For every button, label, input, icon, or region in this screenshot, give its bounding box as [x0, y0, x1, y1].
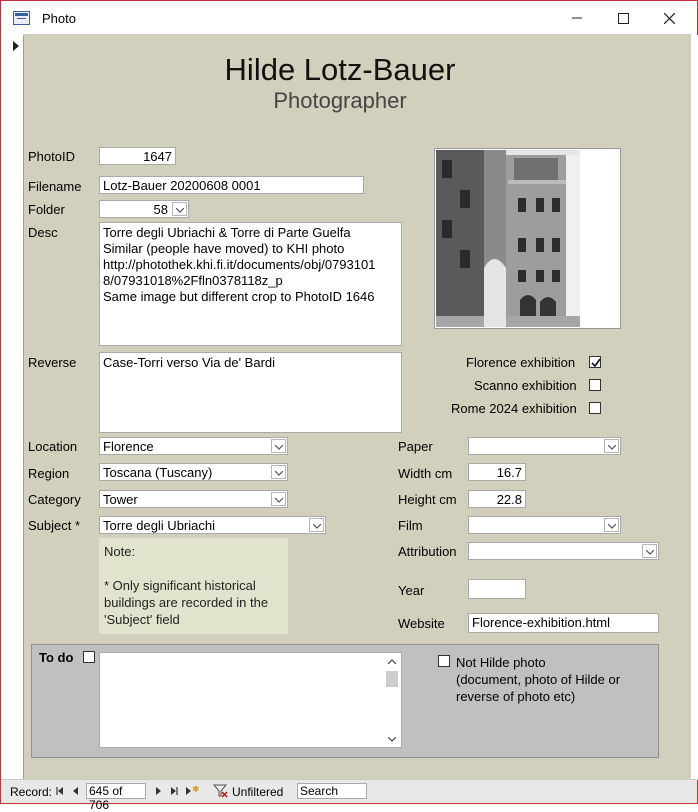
- scanno-exhibition-label: Scanno exhibition: [474, 378, 577, 393]
- not-hilde-line: (document, photo of Hilde or: [456, 672, 621, 687]
- category-label: Category: [28, 492, 81, 507]
- florence-exhibition-label: Florence exhibition: [466, 355, 576, 370]
- next-record-icon: [151, 784, 165, 798]
- region-combo[interactable]: [99, 463, 288, 481]
- filter-status[interactable]: Unfiltered: [232, 785, 284, 799]
- folder-dropdown-button[interactable]: [172, 202, 187, 216]
- not-hilde-line: reverse of photo etc): [456, 689, 576, 704]
- height-label: Height cm: [398, 492, 457, 507]
- current-record-field[interactable]: 645 of 706: [86, 783, 146, 799]
- location-combo[interactable]: [99, 437, 288, 455]
- paper-label: Paper: [398, 439, 433, 454]
- next-record-button[interactable]: [151, 784, 165, 798]
- note-title: Note:: [104, 544, 136, 559]
- note-line: 'Subject' field: [104, 612, 180, 627]
- photo-frame: [434, 148, 621, 329]
- form-edge: [692, 35, 698, 780]
- region-dropdown-button[interactable]: [271, 465, 286, 479]
- desc-line: 8/07931018%2Ffln0378118z_p: [103, 273, 283, 288]
- not-hilde-label: [456, 654, 620, 705]
- subject-combo[interactable]: [99, 516, 326, 534]
- reverse-label: Reverse: [28, 355, 77, 370]
- year-label: Year: [398, 583, 425, 598]
- new-record-button[interactable]: [183, 784, 197, 798]
- paper-dropdown-button[interactable]: [604, 439, 619, 453]
- website-field[interactable]: Florence-exhibition.html: [468, 613, 659, 633]
- desc-label: Desc: [28, 225, 58, 240]
- folder-value: 58: [153, 202, 168, 217]
- minimize-button[interactable]: [554, 1, 600, 35]
- record-label: Record:: [10, 785, 53, 799]
- photographer-subtitle: Photographer: [273, 88, 407, 113]
- photographer-name: Hilde Lotz-Bauer: [224, 52, 456, 87]
- film-combo[interactable]: [468, 516, 621, 534]
- category-dropdown-button[interactable]: [271, 492, 286, 506]
- checkmark-icon: [591, 358, 601, 368]
- subject-label: Subject *: [28, 518, 81, 533]
- close-button[interactable]: [646, 1, 692, 35]
- not-hilde-checkbox[interactable]: [438, 655, 450, 667]
- previous-record-icon: [69, 784, 83, 798]
- desc-line: http://photothek.khi.fi.it/documents/obj/0793101: [103, 257, 376, 272]
- rome-exhibition-checkbox[interactable]: [589, 402, 601, 414]
- window-title: Photo: [42, 11, 76, 26]
- reverse-memo[interactable]: [99, 352, 402, 433]
- desc-line: Torre degli Ubriachi & Torre di Parte Guelfa: [103, 225, 351, 240]
- location-value: Florence: [103, 439, 154, 454]
- new-record-icon: [183, 784, 199, 798]
- width-label: Width cm: [398, 466, 453, 481]
- film-label: Film: [398, 518, 423, 533]
- last-record-icon: [167, 784, 181, 798]
- folder-combo[interactable]: [99, 200, 189, 218]
- previous-record-button[interactable]: [69, 784, 83, 798]
- todo-memo[interactable]: [99, 652, 402, 748]
- todo-checkbox[interactable]: [83, 651, 95, 663]
- folder-label: Folder: [28, 202, 65, 217]
- note-line: buildings are recorded in the: [104, 595, 269, 610]
- location-dropdown-button[interactable]: [271, 439, 286, 453]
- film-dropdown-button[interactable]: [604, 518, 619, 532]
- maximize-button[interactable]: [600, 1, 646, 35]
- paper-combo[interactable]: [468, 437, 621, 455]
- current-record-icon: [13, 41, 19, 51]
- florence-exhibition-checkbox[interactable]: [589, 356, 601, 368]
- rome-exhibition-label: Rome 2024 exhibition: [451, 401, 577, 416]
- photoid-field[interactable]: 1647: [99, 147, 176, 165]
- website-label: Website: [398, 616, 445, 631]
- todo-label: To do: [39, 650, 74, 665]
- attribution-dropdown-button[interactable]: [642, 544, 657, 558]
- scroll-down-icon: [388, 737, 396, 742]
- scroll-up-icon: [388, 659, 396, 664]
- scanno-exhibition-checkbox[interactable]: [589, 379, 601, 391]
- svg-text:✱: ✱: [192, 785, 199, 795]
- title-bar: [1, 1, 697, 35]
- not-hilde-line: Not Hilde photo: [456, 655, 546, 670]
- filename-field[interactable]: Lotz-Bauer 20200608 0001: [99, 176, 364, 194]
- last-record-button[interactable]: [167, 784, 181, 798]
- subject-value: Torre degli Ubriachi: [103, 518, 215, 533]
- photo-image: [436, 150, 580, 327]
- note-line: * Only significant historical: [104, 578, 256, 593]
- category-combo[interactable]: [99, 490, 288, 508]
- height-field[interactable]: 22.8: [468, 490, 526, 508]
- region-label: Region: [28, 466, 70, 481]
- todo-scrollbar[interactable]: [384, 654, 400, 746]
- filter-icon: [213, 784, 229, 798]
- subject-dropdown-button[interactable]: [309, 518, 324, 532]
- filename-label: Filename: [28, 179, 82, 194]
- desc-line: Similar (people have moved) to KHI photo: [103, 241, 345, 256]
- scroll-thumb[interactable]: [386, 671, 398, 687]
- category-value: Tower: [103, 492, 138, 507]
- attribution-combo[interactable]: [468, 542, 659, 560]
- form-icon: [13, 11, 30, 25]
- region-value: Toscana (Tuscany): [103, 465, 213, 480]
- record-navigation-bar: [1, 779, 697, 812]
- location-label: Location: [28, 439, 78, 454]
- width-field[interactable]: 16.7: [468, 463, 526, 481]
- photoid-label: PhotoID: [28, 149, 75, 164]
- first-record-icon: [53, 784, 67, 798]
- year-field[interactable]: [468, 579, 526, 599]
- first-record-button[interactable]: [53, 784, 67, 798]
- reverse-text: Case-Torri verso Via de' Bardi: [103, 355, 276, 370]
- desc-memo[interactable]: [99, 222, 402, 346]
- subject-note: [99, 538, 288, 634]
- record-selector[interactable]: [2, 35, 24, 780]
- attribution-label: Attribution: [398, 544, 457, 559]
- desc-line: Same image but different crop to PhotoID 1646: [103, 289, 375, 304]
- search-input[interactable]: Search: [297, 783, 367, 799]
